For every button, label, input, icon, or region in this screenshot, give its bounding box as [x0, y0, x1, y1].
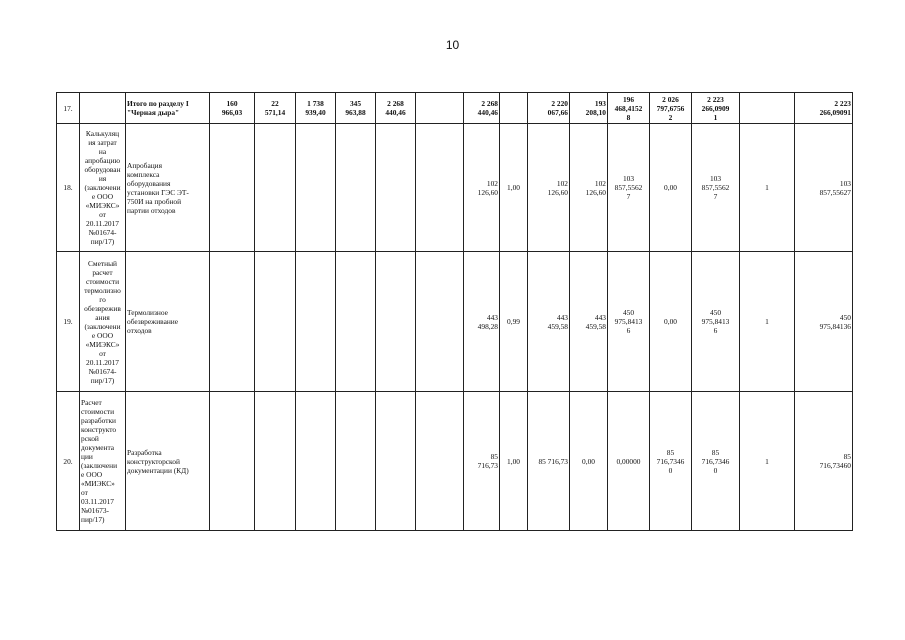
table-row — [57, 124, 853, 252]
value-cell: 22 571,14 — [255, 93, 296, 124]
value-cell: 85 716,7346 0 — [650, 392, 692, 531]
value-cell — [296, 124, 336, 252]
page-number: 10 — [445, 38, 460, 52]
value-cell: 1,00 — [500, 392, 528, 531]
value-cell: 160 966,03 — [210, 93, 255, 124]
value-cell — [296, 252, 336, 392]
value-cell: 1 — [740, 124, 795, 252]
value-cell: 85 716,73460 — [795, 392, 853, 531]
value-cell — [336, 124, 376, 252]
value-cell: 450 975,8413 6 — [692, 252, 740, 392]
value-cell — [500, 93, 528, 124]
value-cell: 103 857,5562 7 — [608, 124, 650, 252]
row-number: 17. — [57, 93, 80, 124]
value-cell: 443 459,58 — [528, 252, 570, 392]
value-cell: 2 220 067,66 — [528, 93, 570, 124]
estimate-table — [56, 92, 853, 531]
value-cell: 102 126,60 — [528, 124, 570, 252]
item-name-cell: Разработка конструкторской документации (КД) — [126, 392, 210, 531]
value-cell — [255, 392, 296, 531]
value-cell: 2 223 266,0909 1 — [692, 93, 740, 124]
value-cell: 0,99 — [500, 252, 528, 392]
value-cell: 443 498,28 — [464, 252, 500, 392]
value-cell — [740, 93, 795, 124]
value-cell — [416, 252, 464, 392]
value-cell: 2 026 797,6756 2 — [650, 93, 692, 124]
table-row — [57, 93, 853, 124]
value-cell — [376, 392, 416, 531]
value-cell: 2 268 440,46 — [376, 93, 416, 124]
value-cell: 85 716,73 — [528, 392, 570, 531]
item-name-cell: Термолизное обезвреживание отходов — [126, 252, 210, 392]
value-cell: 0,00 — [650, 252, 692, 392]
value-cell: 443 459,58 — [570, 252, 608, 392]
basis-cell: Сметный расчет стоимости термолизно го обезврежив ания (заключени е ООО «МИЭКС» от 20.11.2017 №01674- пир/17) — [80, 252, 126, 392]
value-cell: 1 — [740, 252, 795, 392]
basis-cell: Калькуляц ия затрат на апробацию оборудован ия (заключени е ООО «МИЭКС» от 20.11.2017 №01674- пир/17) — [80, 124, 126, 252]
value-cell: 103 857,55627 — [795, 124, 853, 252]
value-cell: 193 208,10 — [570, 93, 608, 124]
value-cell: 345 963,88 — [336, 93, 376, 124]
value-cell: 2 223 266,09091 — [795, 93, 853, 124]
row-number: 20. — [57, 392, 80, 531]
value-cell: 85 716,73 — [464, 392, 500, 531]
value-cell: 102 126,60 — [464, 124, 500, 252]
table-row — [57, 392, 853, 531]
value-cell: 196 468,4152 8 — [608, 93, 650, 124]
value-cell: 450 975,84136 — [795, 252, 853, 392]
row-number: 19. — [57, 252, 80, 392]
row-number: 18. — [57, 124, 80, 252]
item-name-cell: Итого по разделу I "Черная дыра" — [126, 93, 210, 124]
value-cell — [416, 392, 464, 531]
value-cell: 1 738 939,40 — [296, 93, 336, 124]
value-cell — [296, 392, 336, 531]
value-cell: 450 975,8413 6 — [608, 252, 650, 392]
value-cell — [336, 252, 376, 392]
value-cell: 85 716,7346 0 — [692, 392, 740, 531]
value-cell — [376, 124, 416, 252]
value-cell: 1 — [740, 392, 795, 531]
value-cell: 0,00 — [650, 124, 692, 252]
basis-cell — [80, 93, 126, 124]
table-row — [57, 252, 853, 392]
value-cell — [376, 252, 416, 392]
value-cell: 1,00 — [500, 124, 528, 252]
value-cell — [210, 392, 255, 531]
value-cell — [336, 392, 376, 531]
value-cell — [210, 124, 255, 252]
value-cell — [255, 252, 296, 392]
value-cell — [416, 124, 464, 252]
item-name-cell: Апробация комплекса оборудования установки ГЭС ЭТ- 750И на пробной партии отходов — [126, 124, 210, 252]
basis-cell: Расчет стоимости разработки конструкто рской документа ции (заключени е ООО «МИЭКС» от 03.11.2017 №01673- пир/17) — [80, 392, 126, 531]
value-cell: 0,00000 — [608, 392, 650, 531]
value-cell: 2 268 440,46 — [464, 93, 500, 124]
value-cell: 0,00 — [570, 392, 608, 531]
value-cell: 102 126,60 — [570, 124, 608, 252]
value-cell — [210, 252, 255, 392]
value-cell — [416, 93, 464, 124]
value-cell: 103 857,5562 7 — [692, 124, 740, 252]
value-cell — [255, 124, 296, 252]
